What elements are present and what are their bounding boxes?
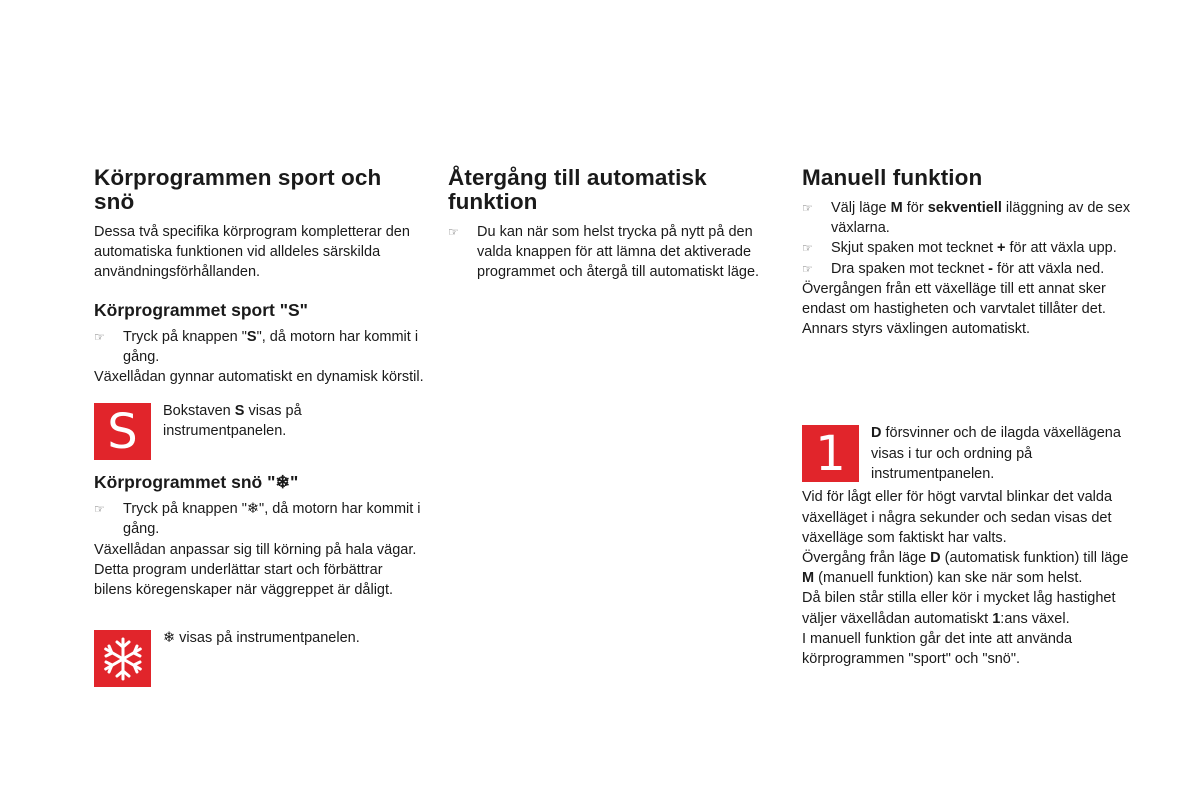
- letter-s-icon: [94, 403, 151, 460]
- text: Välj läge: [831, 200, 891, 216]
- key: +: [997, 240, 1006, 257]
- text: ", då motorn har kommit i gång.: [123, 328, 419, 365]
- sport-heading: Körprogrammet sport "S": [94, 299, 308, 320]
- gear-indicator-text: [871, 423, 1131, 484]
- badge-digit: 1: [815, 425, 846, 482]
- key: S: [246, 328, 257, 345]
- text: för: [902, 200, 928, 216]
- manual-body-5: I manuell funktion går det inte att använda körprogrammen "sport" och "snö".: [802, 630, 1073, 668]
- sport-indicator-text: [163, 401, 423, 441]
- section-title: Manuell funktion: [802, 165, 983, 190]
- key: D: [930, 550, 941, 567]
- pointing-hand-icon: ☞: [94, 502, 105, 517]
- intro-text: Dessa två specifika körprogram kompletterar den automatiska funktionen vid alldeles särskilda användningsförhållanden.: [94, 224, 410, 281]
- snow-indicator-row: [94, 628, 424, 686]
- key: S: [234, 403, 245, 420]
- badge-letter: S: [107, 403, 138, 460]
- return-bullet: [448, 222, 778, 283]
- digit-1-icon: [802, 425, 859, 482]
- manual-bullet-1: [802, 198, 1142, 238]
- column-return-automatic: [448, 166, 778, 283]
- column-manual: [802, 166, 1142, 669]
- key: M: [890, 200, 903, 216]
- snowflake-glyph: [100, 636, 146, 682]
- manual-bullet-3: [802, 259, 1142, 279]
- section-title: Körprogrammen sport och snö: [94, 165, 382, 214]
- gear-indicator-row: [802, 423, 1142, 483]
- pointing-hand-icon: ☞: [802, 241, 813, 256]
- snow-body-1: Växellådan anpassar sig till körning på hala vägar.: [94, 541, 417, 558]
- snow-heading: Körprogrammet snö "❄": [94, 472, 299, 493]
- column-sport-snow: [94, 166, 424, 686]
- text: Tryck på knappen "❄", då motorn har kommit i gång.: [123, 501, 421, 538]
- manual-body-2: Vid för lågt eller för högt varvtal blinkar det valda växelläget i några sekunder och sedan visas det växelläge som faktiskt har valts.: [802, 489, 1113, 546]
- manual-bullet-2: [802, 238, 1142, 258]
- text: Dra spaken mot tecknet: [831, 260, 989, 277]
- key: -: [988, 260, 994, 277]
- text: (automatisk funktion) till läge: [940, 550, 1129, 567]
- text: Bokstaven: [163, 403, 235, 420]
- manual-body-4: [802, 588, 1142, 628]
- text: :ans växel.: [1000, 610, 1070, 627]
- text: Då bilen står stilla eller kör i mycket låg hastighet väljer växellådan automatiskt: [802, 590, 1116, 627]
- snow-body-2: Detta program underlättar start och förbättrar bilens köregenskaper när väggreppet är dåligt.: [94, 561, 394, 599]
- key: M: [802, 570, 815, 587]
- manual-body-3: [802, 548, 1142, 588]
- text: Övergång från läge: [802, 550, 931, 567]
- sport-body: Växellådan gynnar automatiskt en dynamisk körstil.: [94, 369, 424, 386]
- snow-bullet: [94, 499, 424, 539]
- section-title: Återgång till automatisk funktion: [448, 165, 707, 214]
- key: sekventiell: [927, 200, 1002, 216]
- key: D: [871, 425, 882, 442]
- snow-indicator-text: ❄ visas på instrumentpanelen.: [163, 630, 360, 647]
- text: för att växla upp.: [1005, 240, 1117, 257]
- sport-bullet: [94, 327, 424, 367]
- text: försvinner och de ilagda växellägena visas i tur och ordning på instrumentpanelen.: [871, 425, 1121, 482]
- text: iläggning av de sex växlarna.: [831, 200, 1131, 237]
- text: för att växla ned.: [993, 260, 1105, 277]
- text: Tryck på knappen ": [123, 328, 247, 345]
- pointing-hand-icon: ☞: [448, 225, 459, 239]
- text: Du kan när som helst trycka på nytt på den valda knappen för att lämna det aktiverade programmet och återgå till automatiskt läge.: [477, 224, 760, 281]
- pointing-hand-icon: ☞: [802, 201, 813, 215]
- pointing-hand-icon: ☞: [802, 261, 813, 276]
- manual-body-1: Övergången från ett växelläge till ett annat sker endast om hastigheten och varvtalet tillåter det. Annars styrs växlingen automatiskt.: [802, 280, 1106, 338]
- snowflake-icon: [94, 630, 151, 687]
- key: 1: [992, 610, 1001, 627]
- text: (manuell funktion) kan ske när som helst.: [814, 570, 1083, 587]
- text: visas på instrumentpanelen.: [163, 403, 302, 440]
- sport-indicator-row: [94, 401, 424, 459]
- text: Skjut spaken mot tecknet: [831, 240, 998, 257]
- pointing-hand-icon: ☞: [94, 329, 105, 344]
